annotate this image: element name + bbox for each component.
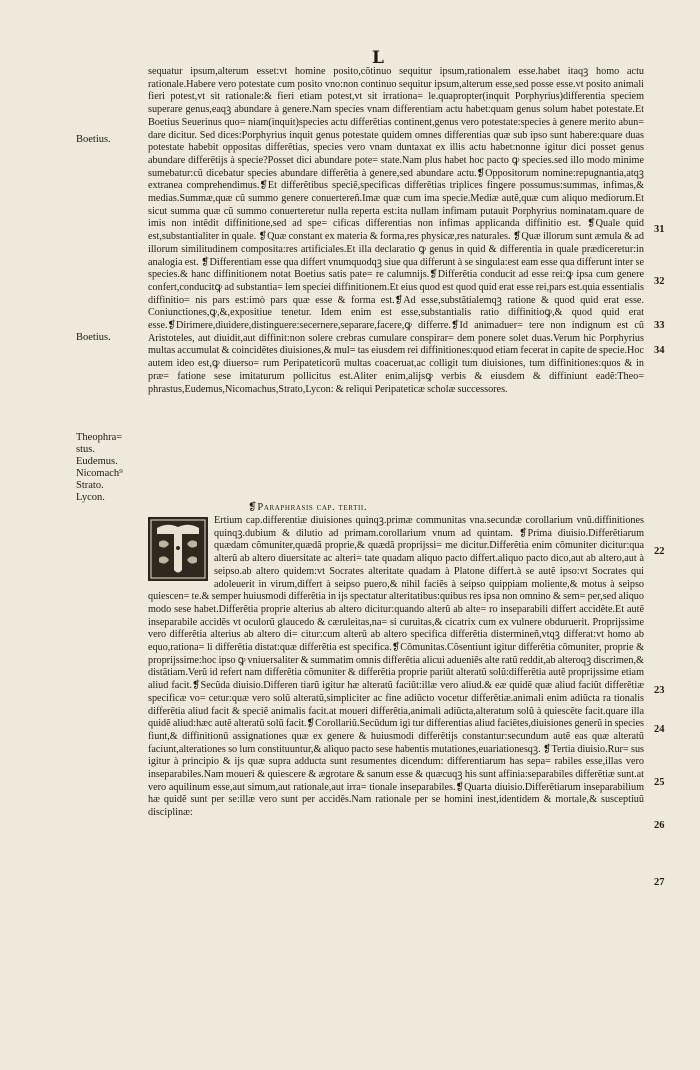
margin-note-boetius-1: Boetius. — [76, 134, 111, 145]
section-number: 34 — [654, 345, 665, 356]
paraphrasis-text: Ertium cap.differentiæ diuisiones quinqꝫ.primæ communitas vna.secundæ corollarium vnũ.diffinitiones quinqꝫ.dubium & dilutio ad primam.corollarium vnum ad quintam. ❡Prima diuisio.Differẽtiarum quædam cõmuniter,quædã proprie,& quædã proprijssi= me dicitur.Differẽtia enim cõmuniter dicitur:qua alterũ ab altero diuersitate ac alteri= tate quadam aliquo pacto differt.aliquo pacto dico,aut ab altero,aut à seipso.ab altero quidem:vt Socrates alteritate quadam à Platone differt.à se autẽ ipso:vt Socrates qui adoleuerit in virum,differt à seipso puero,& nihil faciẽs à seipso quippiam moliente,& motus à seipso quiescen= te.& semper huiusmodi differẽtia in ijs spectatur alteritatibus:quibus res ipsa non omnino & sem= per,sed aliquo modo sese habet.Differẽtia proprie alterius ab altero dicitur:quando alterũ ab alte= ro inseparabili differt accidẽte.Et autẽ inseparabile accidẽs vt oculorũ glaucedo & cæruleitas,na= si curuitas,& cicatrix cum ex vulnere obduruerit. Proprijssime vero differẽtia alterius ab altero di= citur:cum alterũ ab altero specifica differẽtia distermineñ,vtqꝫ differat:vt homo ab equo,rationa= li differẽtia distat:quæ differẽtia est specifica.❡Cõmunitas.Cõsentiunt igitur differẽtia cõmuniter, proprie & proprijssime:hoc ipso ꝙ vniuersaliter & summatim omnis differẽtia alicui adueniẽs alte ratũ reddit,ab alteroqꝫ discrimen,& distãtiam.Verũ id refert nam differẽtia cõmuniter & differẽtia proprie pariũt alteratũ solũ:differẽtia autẽ proprijssime etiam aliud facit.❡Secũda diuisio.Differen tiarũ igitur hæ alteratũ faciũt:illæ vero aliud.& eæ quidẽ quæ aliud faciũt differẽtiæ specificæ vo= cetur:quæ vero solũ alteratũ,simpliciter ac fine adiũcto vocetur differẽtiæ.animali enim adiũcta ra tionalis differẽtia aliud facit & speciẽ animalis facit.at moueri differẽtia,animali adiũcta,alteratum solũ à quiescẽte facit.quare illa quidẽ aliud:hæc autẽ alteratũ solũ facit.❡Corollariũ.Secũdum igi tur differentias aliud faciẽtes,diuisiones generũ in species fiunt,& diffinitionũ assignationes quæ ex genere & huiusmodi differẽtijs constantur:secundum autẽ eas quæ alteratũ faciunt,alterationes so lum constituuntur,& aliquo pacto sese habentis mutationes,euariationesqꝫ. ❡Tertia diuisio.Rur= sus igitur à principio & ijs quæ supra adducta sunt resumentes dicendum: differentiarum has sepa= rabiles esse,illas vero inseparabiles.Nam moueri & quiescere & ægrotare & sanum esse & quæcuqꝫ his sunt affinia:separabiles differẽtiæ sunt.at vero aquilinum esse,aut simum,aut rationale,aut irra= tionale inseparabiles.❡Quarta diuisio.Differẽtiarum inseparabilium hæ quidẽ sunt per se:illæ vero sunt per accidẽs.Nam rationale per se homini inest,identidem & mortale,& susceptiuũ disciplinæ: — [148, 515, 644, 819]
section-number: 32 — [654, 276, 665, 287]
margin-name: stus. — [76, 444, 95, 455]
margin-note-peripatetics — [76, 432, 123, 504]
margin-name: Lycon. — [76, 492, 105, 503]
section-number: 26 — [654, 820, 665, 831]
section-number: 33 — [654, 320, 665, 331]
chapter-heading: ❡Paraphrasis cap. tertii. — [248, 502, 368, 513]
section-number: 24 — [654, 724, 665, 735]
margin-name: Nicomach⁹ — [76, 468, 123, 479]
section-number: 23 — [654, 685, 665, 696]
margin-note-boetius-2: Boetius. — [76, 332, 111, 343]
decorated-initial-t-icon — [148, 517, 208, 581]
section-number: 25 — [654, 777, 665, 788]
signature-mark: L — [372, 48, 385, 68]
section-number: 27 — [654, 877, 665, 888]
margin-name: Theophra= — [76, 432, 123, 443]
section-number: 22 — [654, 546, 665, 557]
commentary-text-block: sequatur ipsum,alterum esset:vt homine posito,cõtinuo sequitur ipsum,rationalem esse.habet itaqꝫ homo actu rationale.Habere vero potestate cum posito vno:non continuo sequitur ipsum,alterum esse,sed posse esse.vt posito animali fieri potest,vt sit rationale:& fieri etiam potest,vt sit irrationa= le.quapropter(inquit Porphyrius)differentia speciem superare genus,eaqꝫ abundare à genere.Nam species vnam differentiam actu habet:quam genus solum habet potestate.Et Boetius Seuerinus quo= niam(inquit)species actu differẽtias continent,genus vero potestate:species à genere merito abun= dare dicitur. Sed dices:Porphyrius inquit genus potestate quidem omnes differentias quæ sub ipso sunt habere:quare duas potestate habebit oppositas differẽtias, species vero vnam duntaxat ex illis actu habet:nonne igitur dici posset genus abundare differẽtijs à specie?Posset dici abundare pote= state.Nam plus habet hoc pacto ꝙ species.sed illo modo minime sumebatur:cũ dicebatur species abundare differẽtia à genere,sed abundare actu.❡Oppositorum nomine:repugnantia,atqꝫ extranea comprehendimus.❡Et differẽtibus speciẽ,specificas differẽtias triplices fingere possumus:summas, infimas,& medias.Summæ,quæ cũ summo genere conuertereñ.Imæ quæ cum ima specie.Mediæ autẽ,quæ cum aliquo mediorum.Et sicut summa quæ cũ summo conuerteretur nulla reperta est:ita nullam infimam putauit Porphyrius nominatam.quare de imis non intẽdit diffinitione,sed ad spe= cificas differentias non infimas applicanda diffinitio est. ❡Quale quid est,substantialiter in quale. ❡Quæ constant ex materia & forma,res physicæ,res naturales. ❡Quæ illorum sunt æmula & ad illorum similitudinem composita:res artificiales.Et illa declaratio ꝙ genus in quid & differentia in quale prædiceretur:in analogia est. ❡Differentiam esse qua differt vnumquodqꝫ siue qua differunt à se singula:est eam esse qua differunt inter se species.& hanc diffinitionem notat Boetius satis pate= re calumnijs.❡Differẽtia conducit ad esse rei:ꝙ ipsa cum genere confert,conducitꝙ ad substantia= lem speciei diffinitionem.Et eius quod est quod quid erat esse rei,pars est.quia essentialis diffinitio= nis pars est:imò pars quæ esse & forma est.❡Ad esse,substãtialemqꝫ ratione & quod quid erat esse. Coniunctiones,ꝙ,&,expositiue tenetur. Idem enim est esse,substantialis ratio diffinitioꝙ,& quod quid erat esse.❡Dirimere,diuidere,distinguere:secernere,separare,facere,ꝙ differre.❡Id animaduer= tere non indignum est cũ Aristoteles, aut diuidit,aut diffinit:non solere crebras cumulare conspirar= dem ponere solet duas.Verum hic Porphyrius multas accumulat & coincidẽtes diuisiones,& mul= tas eiusdem rei diffinitiones:quod etiam fecerat in capite de specie.Hoc autem ideo est,ꝙ diuerso= rum Peripateticorũ multas coaceruat,ac colligit tum diuisiones, tum diffinitiones:quos & in præ= fatione sese imitaturum pollicitus est.Aliter enim,alijsꝙ verbis & eiusdem & diffiniunt eadẽ:Theo= phrastus,Eudemus,Nicomachus,Strato,Lycon: & reliqui Peripateticæ scholæ successores. — [148, 66, 644, 395]
paraphrasis-text-block — [148, 515, 644, 1025]
margin-name: Eudemus. — [76, 456, 118, 467]
section-number: 31 — [654, 224, 665, 235]
margin-name: Strato. — [76, 480, 104, 491]
